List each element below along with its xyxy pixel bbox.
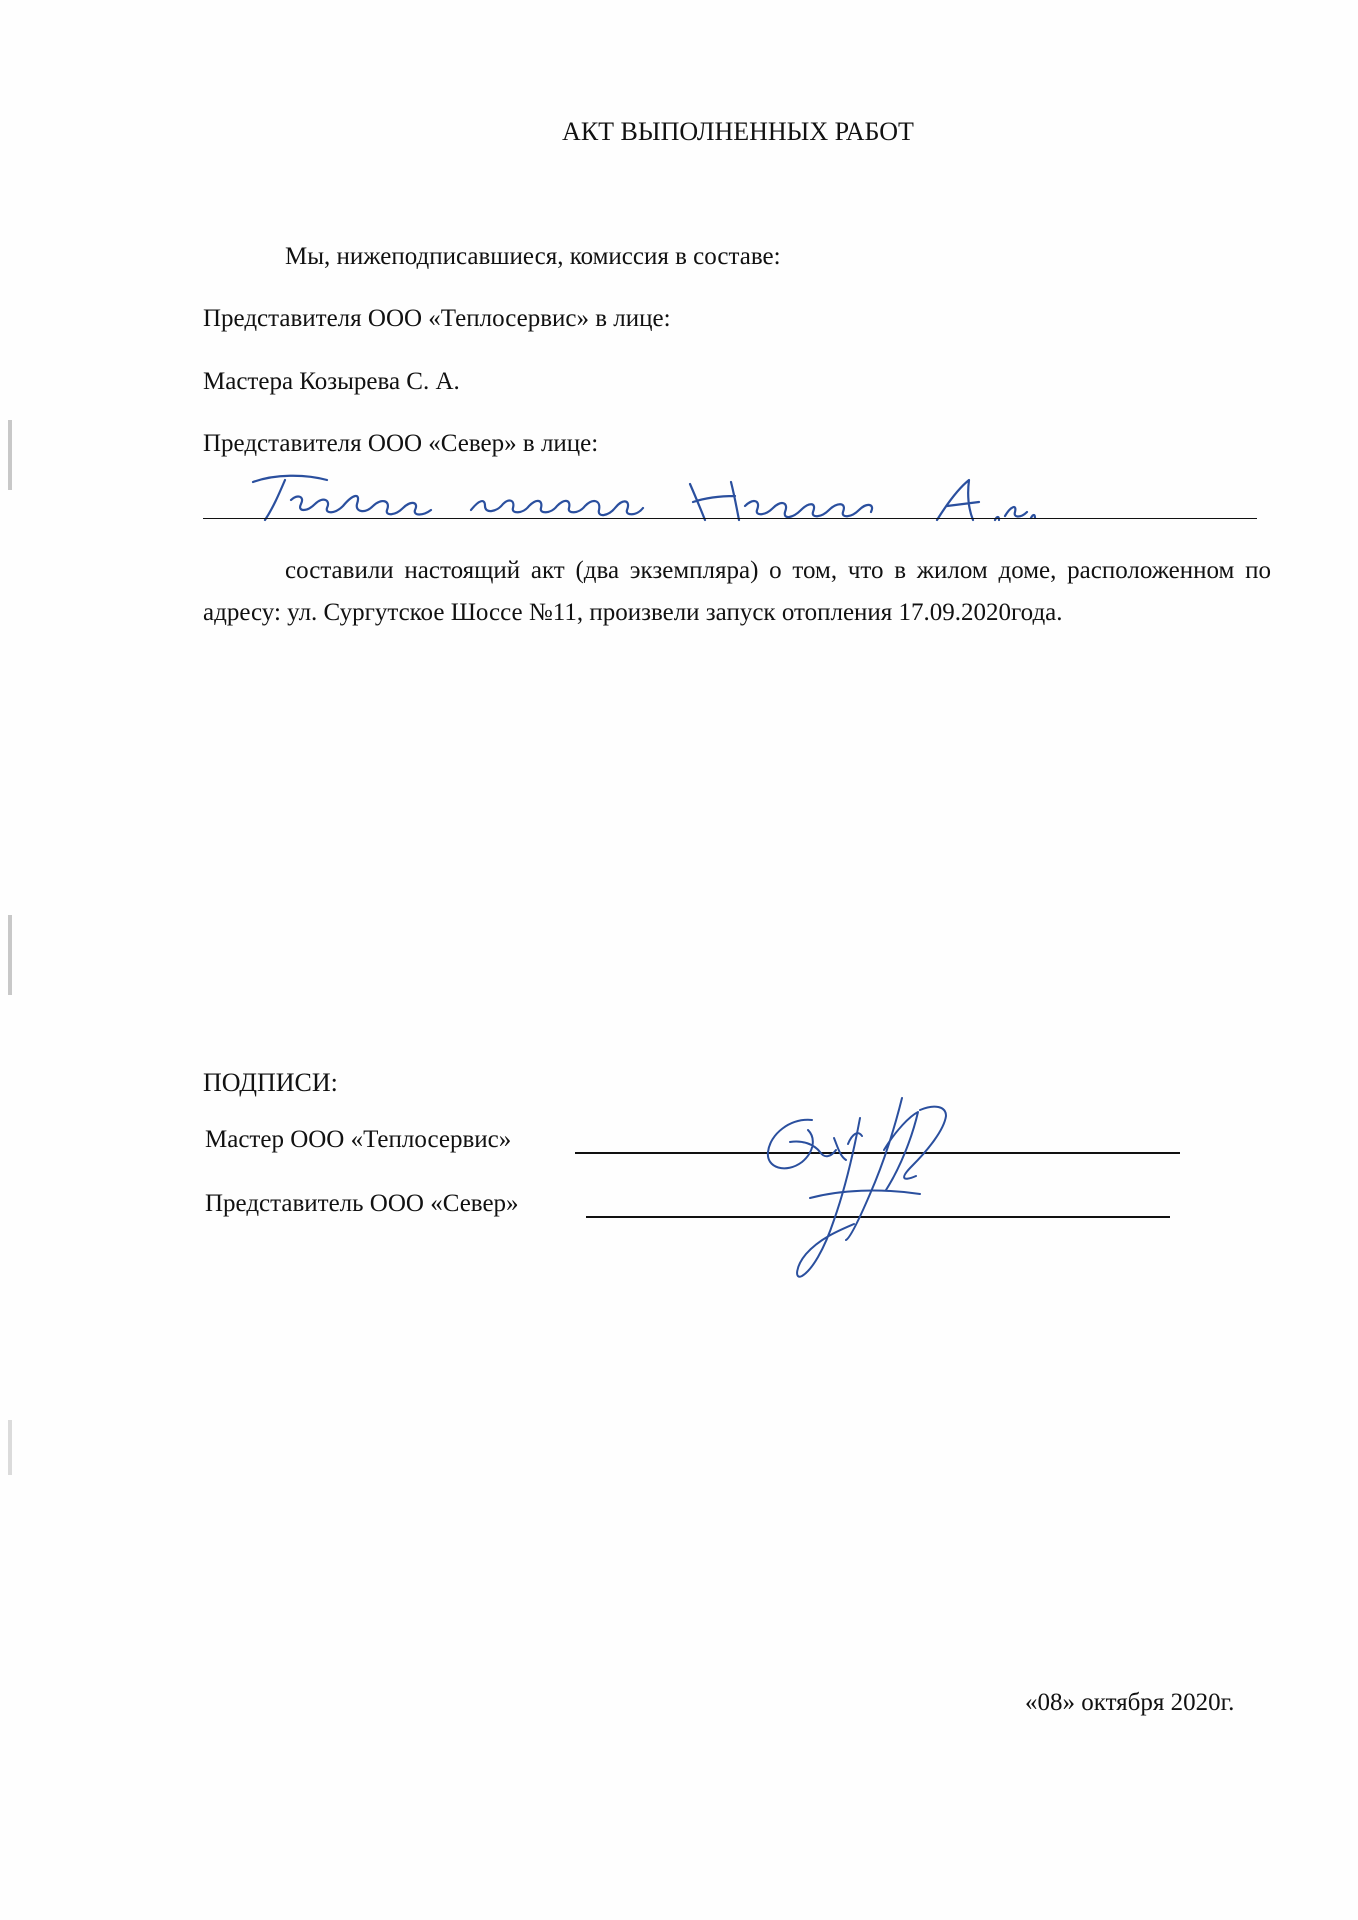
scan-mark: [8, 420, 12, 490]
scan-mark: [8, 1420, 12, 1475]
handwritten-signature: [750, 1090, 1010, 1290]
scan-edge-artifacts: [0, 0, 14, 1920]
intro-text: Мы, нижеподписавшиеся, комиссия в составе:: [285, 243, 781, 270]
signer2-label: Представитель ООО «Север»: [205, 1190, 519, 1217]
rep2-label: Представителя ООО «Север» в лице:: [203, 430, 599, 457]
handwritten-underline: [203, 518, 1257, 519]
scan-mark: [8, 915, 12, 995]
document-date: «08» октября 2020г.: [1025, 1689, 1235, 1716]
handwritten-rep2-name-text: [203, 478, 218, 479]
signer1-label: Мастер ООО «Теплосервис»: [205, 1126, 512, 1153]
handwritten-rep2-name: [235, 470, 1245, 530]
signatures-heading: ПОДПИСИ:: [203, 1068, 338, 1097]
body-paragraph: составили настоящий акт (два экземпляра) о том, что в жилом доме, расположенном по адресу: ул. Сургутское Шоссе №11, произвели запуск отопления 17.09.2020года.: [203, 557, 1271, 626]
rep1-name: Мастера Козырева С. А.: [203, 368, 460, 395]
rep1-label: Представителя ООО «Теплосервис» в лице:: [203, 305, 671, 332]
document-title: АКТ ВЫПОЛНЕННЫХ РАБОТ: [562, 117, 914, 146]
